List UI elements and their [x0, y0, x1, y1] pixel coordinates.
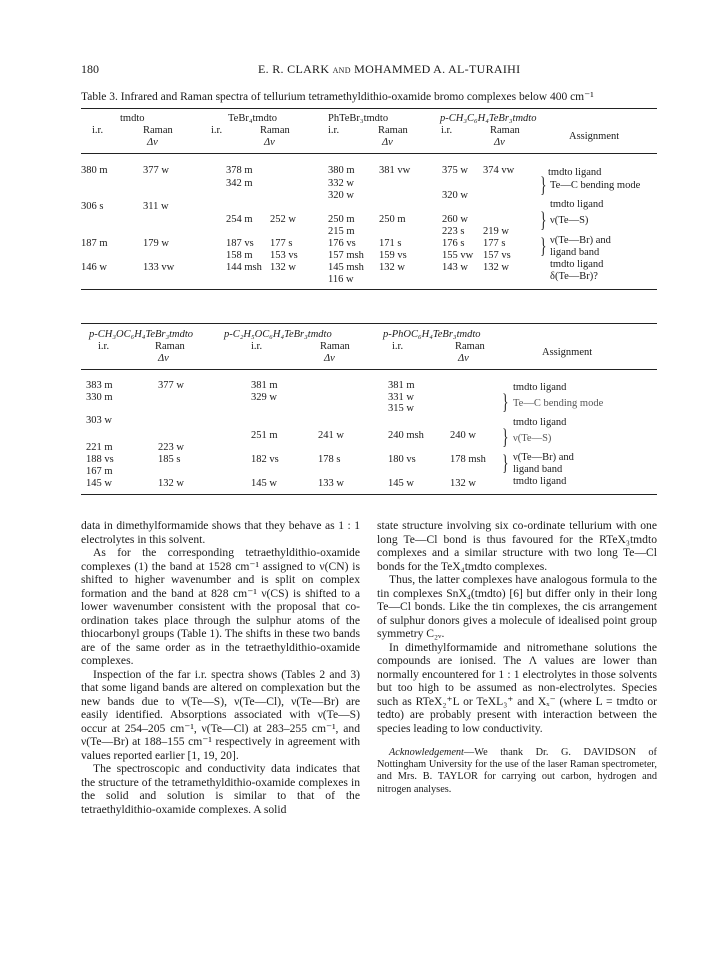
table-cell: 303 w	[86, 415, 112, 426]
col-ir: i.r.	[251, 341, 263, 352]
table-cell: 219 w	[483, 226, 509, 237]
table-cell: 329 w	[251, 392, 277, 403]
table-cell: 145 w	[86, 478, 112, 489]
assignment: ligand band	[550, 247, 600, 258]
table-cell: 159 vs	[379, 250, 407, 261]
table-cell: 381 m	[251, 380, 278, 391]
table-cell: 260 w	[442, 214, 468, 225]
col-dnu: Δν	[382, 137, 393, 148]
table-cell: 332 w	[328, 178, 354, 189]
table-cell: 145 msh	[328, 262, 364, 273]
table-cell: 381 m	[388, 380, 415, 391]
table-cell: 223 w	[158, 442, 184, 453]
col-assignment: Assignment	[542, 347, 593, 358]
table-cell: 157 msh	[328, 250, 364, 261]
table-cell: 132 w	[450, 478, 476, 489]
assignment: tmdto ligand	[513, 476, 567, 487]
paragraph: Inspection of the far i.r. spectra shows (Tables 2 and 3) that some ligand bands are altered on complexation but the new bands due to ν(Te—S), ν(Te—Cl), ν(Te—Br) are easily identified. Absorptions associated with ν(Te—S) occur at 254–205 cm⁻¹, ν(Te—Cl) at 283–255 cm⁻¹, and ν(Te—Br) at 188–155 cm⁻¹ respectively in agreement with values reported earlier [1, 19, 20].	[81, 667, 360, 762]
assignment: tmdto ligand	[513, 382, 567, 393]
col-dnu: Δν	[494, 137, 505, 148]
table-cell: 330 m	[86, 392, 113, 403]
col-dnu: Δν	[458, 353, 469, 364]
table-cell: 188 vs	[86, 454, 114, 465]
group-header: PhTeBr₃tmdto	[328, 113, 389, 124]
table-cell: 179 w	[143, 238, 169, 249]
table-cell: 320 w	[442, 190, 468, 201]
table-cell: 311 w	[143, 201, 169, 212]
assignment: tmdto ligand	[548, 167, 602, 178]
table-cell: 158 m	[226, 250, 253, 261]
paragraph: state structure involving six co-ordinate tellurium with one long Te—Cl bond is thus favoured for the RTeX₃tmdto complexes and a similar structure with two long Te—Cl bonds for the TeX₄tmdto complexes.	[377, 519, 657, 573]
table-cell: 143 w	[442, 262, 468, 273]
table-cell: 215 m	[328, 226, 355, 237]
col-dnu: Δν	[147, 137, 158, 148]
table-cell: 176 vs	[328, 238, 356, 249]
table-cell: 375 w	[442, 165, 468, 176]
col-raman: Raman	[143, 125, 173, 136]
table-cell: 306 s	[81, 201, 104, 212]
assignment: δ(Te—Br)?	[550, 271, 598, 282]
table-cell: 155 vw	[442, 250, 474, 261]
table-cell: 116 w	[328, 274, 354, 285]
group-header: p-CH₃OC₆H₄TeBr₃tmdto	[89, 329, 194, 340]
table-cell: 187 vs	[226, 238, 254, 249]
paragraph: Thus, the latter complexes have analogous formula to the tin complexes SnX₄(tmdto) [6] but differ only in their long Te—Cl bonds. Like the tin complexes, the cis arrangement of sulphur donors gives a molecule of idealised point group symmetry C₂ᵥ.	[377, 573, 657, 640]
col-dnu: Δν	[324, 353, 335, 364]
acknowledgement-text: —We thank Dr. G. DAVIDSON of Nottingham University for the use of the laser Raman spectrometer, and Mrs. B. TAYLOR for carrying out carbon, hydrogen and nitrogen analyses.	[377, 747, 657, 795]
assignment: tmdto ligand	[550, 259, 604, 270]
left-column	[81, 519, 360, 816]
table-cell: 176 s	[442, 238, 465, 249]
paragraph: As for the corresponding tetraethyldithio-oxamide complexes (1) the band at 1528 cm⁻¹ assigned to ν(CN) is shifted to higher wavenumber and is split on complex formation and the band at 828 cm⁻¹ ν(CS) is shifted to a lower wavenumber consistent with the proposal that co-ordination takes place through the sulphur atoms of the thiocarbonyl groups (Table 1). The shifts in these two bands are of the same order as in the tetraethyldithio-oxamide complexes.	[81, 546, 360, 667]
table-cell: 223 s	[442, 226, 465, 237]
table-cell: 380 m	[81, 165, 108, 176]
table-cell: 331 w	[388, 392, 414, 403]
group-header: TeBr₄tmdto	[228, 113, 278, 124]
paragraph: In dimethylformamide and nitromethane solutions the compounds are ionised. The Λ values are lower than normally encountered for 1 : 1 electrolytes in those solvents but too high to be assumed as non-electrolytes. Species such as RTeX₂⁺L or TeXL₃⁺ and Xₓ⁻ (where L = tmdto or tedto) are probably present with interaction between the species leading to low conductivity.	[377, 640, 657, 735]
table-cell: 171 s	[379, 238, 402, 249]
group-header: p-CH₃C₆H₄TeBr₃tmdto	[440, 113, 537, 124]
col-raman: Raman	[378, 125, 408, 136]
table-cell: 383 m	[86, 380, 113, 391]
running-head: E. R. CLARK and MOHAMMED A. AL-TURAIHI	[258, 62, 521, 76]
table-cell: 187 m	[81, 238, 108, 249]
table-cell: 144 msh	[226, 262, 262, 273]
table-cell: 381 vw	[379, 165, 411, 176]
assignment: ν(Te—S)	[513, 433, 552, 444]
group-header: p-PhOC₆H₄TeBr₃tmdto	[383, 329, 481, 340]
table-cell: 132 w	[270, 262, 296, 273]
assignment: Te—C bending mode	[513, 398, 604, 409]
table-cell: 241 w	[318, 430, 344, 441]
col-raman: Raman	[155, 341, 185, 352]
acknowledgement	[377, 747, 657, 796]
assignment: tmdto ligand	[513, 417, 567, 428]
assignment: Te—C bending mode	[550, 180, 641, 191]
table-cell: 133 vw	[143, 262, 175, 273]
table-cell: 342 m	[226, 178, 253, 189]
table-cell: 132 w	[379, 262, 405, 273]
table-cell: 132 w	[483, 262, 509, 273]
table-cell: 315 w	[388, 403, 414, 414]
col-ir: i.r.	[328, 125, 340, 136]
table-cell: 240 w	[450, 430, 476, 441]
col-raman: Raman	[490, 125, 520, 136]
col-raman: Raman	[455, 341, 485, 352]
col-ir: i.r.	[92, 125, 104, 136]
col-raman: Raman	[320, 341, 350, 352]
table-cell: 221 m	[86, 442, 113, 453]
page-number: 180	[81, 62, 99, 76]
table-cell: 254 m	[226, 214, 253, 225]
table-cell: 133 w	[318, 478, 344, 489]
table-cell: 380 m	[328, 165, 355, 176]
table-cell: 146 w	[81, 262, 107, 273]
table-cell: 250 m	[328, 214, 355, 225]
table-cell: 157 vs	[483, 250, 511, 261]
table-cell: 378 m	[226, 165, 253, 176]
table-cell: 252 w	[270, 214, 296, 225]
table-cell: 177 s	[270, 238, 293, 249]
group-header: tmdto	[120, 113, 145, 124]
assignment: tmdto ligand	[550, 199, 604, 210]
assignment: ν(Te—Br) and	[513, 452, 574, 463]
col-ir: i.r.	[98, 341, 110, 352]
table-cell: 178 s	[318, 454, 341, 465]
assignment: ligand band	[513, 464, 563, 475]
table-cell: 178 msh	[450, 454, 486, 465]
col-ir: i.r.	[211, 125, 223, 136]
table-cell: 250 m	[379, 214, 406, 225]
col-assignment: Assignment	[569, 131, 620, 142]
table-cell: 374 vw	[483, 165, 515, 176]
table-cell: 182 vs	[251, 454, 279, 465]
table-cell: 177 s	[483, 238, 506, 249]
table-cell: 145 w	[251, 478, 277, 489]
table-cell: 240 msh	[388, 430, 424, 441]
col-ir: i.r.	[392, 341, 404, 352]
right-column	[377, 519, 657, 796]
table-cell: 251 m	[251, 430, 278, 441]
group-header: p-C₂H₅OC₆H₄TeBr₃tmdto	[224, 329, 332, 340]
table-cell: 145 w	[388, 478, 414, 489]
paragraph: data in dimethylformamide shows that they behave as 1 : 1 electrolytes in this solvent.	[81, 519, 360, 546]
table-cell: 185 s	[158, 454, 181, 465]
table-cell: 153 vs	[270, 250, 298, 261]
assignment: ν(Te—S)	[550, 215, 589, 226]
col-dnu: Δν	[264, 137, 275, 148]
table-caption: Table 3. Infrared and Raman spectra of tellurium tetramethyldithio-oxamide bromo complexes below 400 cm⁻¹	[81, 91, 594, 103]
table-cell: 167 m	[86, 466, 113, 477]
col-raman: Raman	[260, 125, 290, 136]
col-dnu: Δν	[158, 353, 169, 364]
table-cell: 180 vs	[388, 454, 416, 465]
col-ir: i.r.	[441, 125, 453, 136]
table-cell: 132 w	[158, 478, 184, 489]
assignment: ν(Te—Br) and	[550, 235, 611, 246]
table-cell: 377 w	[143, 165, 169, 176]
paragraph: The spectroscopic and conductivity data indicates that the structure of the tetramethyldithio-oxamide complexes in the solid and solution is similar to that of the tetraethyldithio-oxamide complexes. A solid	[81, 762, 360, 816]
table-cell: 377 w	[158, 380, 184, 391]
acknowledgement-label: Acknowledgement	[389, 747, 464, 758]
table-cell: 320 w	[328, 190, 354, 201]
